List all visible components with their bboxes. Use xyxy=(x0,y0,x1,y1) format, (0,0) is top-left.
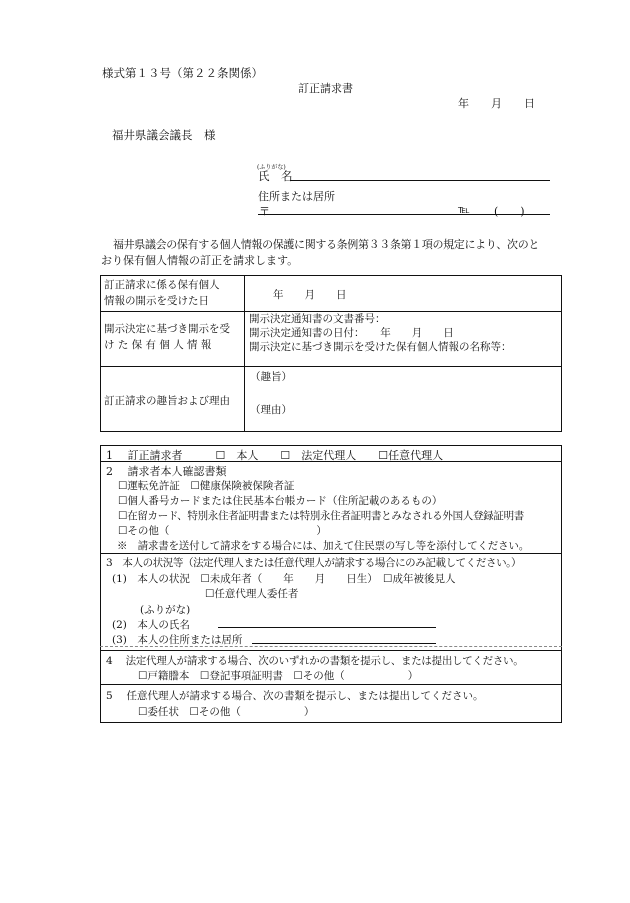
applicant-address-field[interactable] xyxy=(258,214,550,215)
notice-document-number[interactable]: 開示決定通知書の文書番号： xyxy=(249,313,386,325)
table-row-divider xyxy=(100,366,562,367)
tel-mark: ℡ xyxy=(458,203,470,216)
row1-label-b: 情報の開示を受けた日 xyxy=(104,295,209,307)
intro-line-1: 福井県議会の保有する個人情報の保護に関する条例第３３条第１項の規定により、次のと xyxy=(113,238,539,251)
disclosed-info-name[interactable]: 開示決定に基づき開示を受けた保有個人情報の名称等： xyxy=(249,341,512,353)
agent-doc-options[interactable]: ☐委任状 ☐その他（ ） xyxy=(138,706,315,718)
section4-heading: 4 法定代理人が請求する場合、次のいずれかの書類を提示し、または提出してください。 xyxy=(106,655,524,667)
applicant-furigana: (ふりがな) xyxy=(257,164,286,171)
requester-type-options[interactable]: 1 訂正請求者 ☐ 本人 ☐ 法定代理人 ☐任意代理人 xyxy=(106,449,444,462)
section-divider xyxy=(100,553,562,554)
row2-label-b: け た 保 有 個 人 情 報 xyxy=(104,339,212,351)
row2-label-a: 開示決定に基づき開示を受 xyxy=(104,323,230,335)
id-doc-option-mynumber[interactable]: ☐個人番号カードまたは住民基本台帳カード（住所記載のあるもの） xyxy=(118,495,443,507)
tel-parens: ( ) xyxy=(494,205,525,218)
principal-furigana-label: (ふりがな) xyxy=(140,604,191,616)
applicant-name-field[interactable] xyxy=(290,180,550,181)
purpose-field[interactable]: （趣旨） xyxy=(250,371,292,383)
document-title: 訂正請求書 xyxy=(298,82,353,95)
applicant-name-label: 氏 名 xyxy=(258,169,293,183)
section2-heading: 2 請求者本人確認書類 xyxy=(106,465,227,478)
section2-note: ※ 請求書を送付して請求をする場合には、加えて住民票の写し等を添付してください。 xyxy=(117,540,529,552)
section-divider xyxy=(100,684,562,685)
section3-heading: 3 本人の状況等（法定代理人または任意代理人が請求する場合にのみ記載してください。） xyxy=(106,557,522,569)
principal-name-label: (2) 本人の氏名 xyxy=(112,619,190,631)
section-divider xyxy=(100,650,562,651)
addressee: 福井県議会議長 様 xyxy=(112,128,216,142)
principal-status-options[interactable]: (1) 本人の状況 ☐未成年者（ 年 月 日生） ☐成年被後見人 xyxy=(112,573,456,585)
row1-label-a: 訂正請求に係る保有個人 xyxy=(104,279,220,291)
postal-mark: 〒 xyxy=(259,205,270,218)
notice-date[interactable]: 開示決定通知書の日付： 年 月 日 xyxy=(249,327,454,339)
principal-address-field[interactable] xyxy=(252,643,436,644)
row3-label: 訂正請求の趣旨および理由 xyxy=(104,395,230,407)
id-doc-option-license-insurance[interactable]: ☐運転免許証 ☐健康保険被保険者証 xyxy=(118,480,295,492)
legal-rep-doc-options[interactable]: ☐戸籍謄本 ☐登記事項証明書 ☐その他（ ） xyxy=(138,670,419,682)
intro-line-2: おり保有個人情報の訂正を請求します。 xyxy=(101,254,299,267)
table-column-divider xyxy=(244,275,245,432)
principal-address-label: (3) 本人の住所または居所 xyxy=(112,634,243,646)
section5-heading: 5 任意代理人が請求する場合、次の書類を提示し、または提出してください。 xyxy=(106,690,484,702)
reason-field[interactable]: （理由） xyxy=(250,404,292,416)
principal-name-field[interactable] xyxy=(218,627,436,628)
date-fields: 年 月 日 xyxy=(458,97,535,110)
id-doc-option-other[interactable]: ☐その他（ ） xyxy=(118,525,327,537)
applicant-address-label: 住所または居所 xyxy=(258,190,335,203)
disclosure-date-field[interactable]: 年 月 日 xyxy=(273,289,347,301)
dotted-divider xyxy=(100,646,562,647)
id-doc-option-residence-card[interactable]: ☐在留カード、特別永住者証明書または特別永住者証明書とみなされる外国人登録証明書 xyxy=(118,510,524,522)
form-number: 様式第１３号（第２２条関係） xyxy=(102,66,263,80)
principal-status-delegator[interactable]: ☐任意代理人委任者 xyxy=(205,588,299,600)
